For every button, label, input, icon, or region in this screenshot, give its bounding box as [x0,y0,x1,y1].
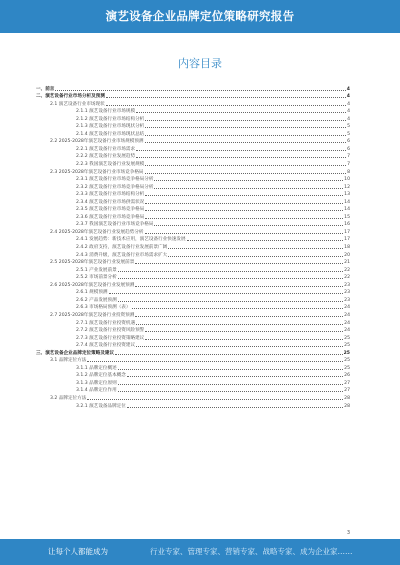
toc-entry[interactable] [36,212,350,220]
toc-entry[interactable] [36,235,350,243]
toc-entry-page: 4 [346,86,350,92]
toc-entry[interactable] [36,401,350,409]
toc-entry[interactable] [36,220,350,228]
toc-entry-label: 3.2 品牌定位方法 [50,395,87,401]
toc-leader-dots [55,90,345,91]
toc-entry-page: 15 [344,214,350,220]
toc-leader-dots [132,308,344,309]
toc-entry-label: 3.2.1 演艺设备品牌定位 [76,403,126,409]
toc-entry-page: 25 [344,365,350,371]
toc-entry-page: 25 [343,350,350,356]
toc-entry-page: 25 [344,343,350,349]
table-of-contents [36,84,350,409]
toc-entry-page: 24 [344,328,350,334]
toc-entry[interactable] [36,265,350,273]
toc-leader-dots [145,218,343,219]
toc-entry-label: 2.4.3 消费升级，演艺设备行业市场需求扩大 [76,252,168,258]
toc-entry-label: 3.1.3 品牌定位原则 [76,380,117,386]
toc-entry-page: 6 [347,146,350,152]
toc-leader-dots [115,354,342,355]
page-number: 3 [346,530,350,536]
toc-entry-page: 6 [347,139,350,145]
toc-entry-label: 2.1.4 演艺设备行业市场现状总结 [76,131,145,137]
toc-entry-label: 2.1.3 演艺设备行业市场现状分析 [76,124,145,130]
toc-entry-page: 25 [344,358,350,364]
toc-entry-label: 2.4.2 政府支持，演艺设备行业发展前景广阔 [76,245,168,251]
toc-entry-label: 2.2.1 演艺设备行业市场需求 [76,146,136,152]
toc-entry-page: 21 [344,260,350,266]
toc-entry-page: 7 [347,162,350,168]
toc-leader-dots [145,173,347,174]
toc-leader-dots [136,112,346,113]
toc-entry-page: 24 [344,312,350,318]
toc-entry[interactable] [36,84,350,92]
toc-entry-label: 2.7.2 演艺设备行业投资风险预警 [76,328,145,334]
toc-entry-label: 3.1.2 品牌定位基本概念 [76,373,126,379]
toc-entry-label: 2.6.1 规模预测 [76,290,108,296]
toc-entry-page: 17 [344,229,350,235]
toc-entry-label: 2.3 2025-2028年演艺设备行业市场竞争格局 [50,169,144,175]
toc-entry-label: 2.3.4 演艺设备行业市场供需状况 [76,199,145,205]
toc-entry[interactable] [36,122,350,130]
toc-entry[interactable] [36,310,350,318]
toc-entry[interactable] [36,107,350,115]
toc-entry[interactable] [36,348,350,356]
toc-leader-dots [118,301,343,302]
toc-leader-dots [168,248,343,249]
toc-leader-dots [127,407,343,408]
toc-entry-label: 2.7 2025-2028年演艺设备行业投资预测 [50,312,135,318]
toc-leader-dots [145,195,343,196]
toc-entry[interactable] [36,341,350,349]
toc-entry-label: 2.1.2 演艺设备行业市场结构分析 [76,116,145,122]
toc-leader-dots [168,256,343,257]
toc-leader-dots [145,135,346,136]
header-bar [0,0,400,33]
toc-entry-page: 7 [347,154,350,160]
toc-entry-page: 23 [344,290,350,296]
toc-entry-page: 27 [344,380,350,386]
toc-entry[interactable] [36,227,350,235]
toc-leader-dots [135,263,343,264]
toc-entry-page: 20 [344,252,350,258]
toc-entry[interactable] [36,92,350,100]
toc-entry[interactable] [36,258,350,266]
toc-leader-dots [145,233,344,234]
toc-entry-label: 3.1.4 品牌定位作用 [76,388,117,394]
toc-entry-page: 25 [344,335,350,341]
toc-entry[interactable] [36,152,350,160]
toc-entry-label: 三、演艺设备企业品牌定位策略及建议 [36,350,115,356]
toc-entry-label: 2.5.2 市场前景分析 [76,275,117,281]
toc-leader-dots [145,127,346,128]
toc-leader-dots [127,376,343,377]
toc-leader-dots [154,225,343,226]
toc-entry-label: 2.6.3 市场格局预测（表） [76,305,131,311]
toc-leader-dots [145,142,347,143]
toc-entry-page: 24 [344,305,350,311]
toc-entry[interactable] [36,393,350,401]
toc-leader-dots [118,391,343,392]
toc-entry[interactable] [36,273,350,281]
toc-leader-dots [136,324,343,325]
toc-entry-page: 24 [344,320,350,326]
toc-entry[interactable] [36,295,350,303]
toc-leader-dots [154,180,343,181]
toc-entry-page: 28 [344,403,350,409]
toc-entry[interactable] [36,288,350,296]
toc-entry[interactable] [36,386,350,394]
toc-entry-label: 2.2 2025-2028年演艺设备行业市场规模预测 [50,139,144,145]
toc-leader-dots [154,188,343,189]
toc-entry[interactable] [36,159,350,167]
toc-entry-page: 5 [347,124,350,130]
toc-entry[interactable] [36,182,350,190]
toc-entry-page: 23 [344,282,350,288]
toc-entry[interactable] [36,318,350,326]
toc-entry-label: 2.7.3 演艺设备行业投资策略建议 [76,335,145,341]
toc-entry-label: 2.2.3 我国演艺设备行业发展规模 [76,162,145,168]
toc-entry-label: 3.1.1 品牌定位概述 [76,365,117,371]
toc-leader-dots [106,105,346,106]
toc-leader-dots [145,210,343,211]
toc-entry-page: 13 [344,192,350,198]
toc-leader-dots [118,278,343,279]
toc-leader-dots [145,203,343,204]
footer-bar [0,539,400,565]
toc-entry-label: 2.3.5 演艺设备行业市场竞争格局 [76,207,145,213]
toc-leader-dots [118,369,343,370]
toc-entry-label: 2.3.1 演艺设备行业市场竞争格局分析 [76,177,154,183]
toc-entry-label: 2.6 2025-2028年演艺设备行业发展预测 [50,282,135,288]
toc-leader-dots [187,240,344,241]
toc-entry[interactable] [36,205,350,213]
toc-leader-dots [136,157,346,158]
toc-leader-dots [135,316,343,317]
toc-entry[interactable] [36,167,350,175]
toc-entry-page: 4 [347,101,350,107]
toc-entry[interactable] [36,114,350,122]
toc-leader-dots [136,346,343,347]
toc-entry[interactable] [36,250,350,258]
toc-entry-label: 2.4.1 发展趋势：新技术应用，演艺设备行业快速发展 [76,237,186,243]
toc-leader-dots [135,286,343,287]
toc-entry-page: 22 [344,275,350,281]
toc-entry-label: 2.2.2 演艺设备行业发展趋势 [76,154,136,160]
toc-entry[interactable] [36,129,350,137]
toc-entry[interactable] [36,190,350,198]
toc-entry-label: 3.1 品牌定位方法 [50,358,87,364]
toc-entry-label: 2.3.6 演艺设备行业市场竞争格局 [76,214,145,220]
toc-entry-page: 5 [347,131,350,137]
toc-entry-label: 二、演艺设备行业市场分析及预测 [36,94,105,100]
toc-entry[interactable] [36,326,350,334]
toc-leader-dots [118,271,343,272]
toc-entry-label: 2.1.1 演艺设备行业市场规模 [76,109,136,115]
toc-leader-dots [87,399,343,400]
toc-leader-dots [145,120,346,121]
toc-entry-page: 18 [344,245,350,251]
toc-entry-page: 27 [344,388,350,394]
toc-entry[interactable] [36,303,350,311]
toc-entry-page: 4 [346,94,350,100]
toc-entry[interactable] [36,280,350,288]
toc-leader-dots [106,97,346,98]
toc-entry[interactable] [36,175,350,183]
toc-entry-page: 23 [344,297,350,303]
toc-entry[interactable] [36,371,350,379]
toc-entry-label: 2.6.2 产品发展预测 [76,297,117,303]
toc-entry-label: 2.4 2025-2028年演艺设备行业发展趋势分析 [50,229,144,235]
toc-entry[interactable] [36,356,350,364]
toc-entry-label: 一、前言 [36,86,55,92]
toc-entry[interactable] [36,99,350,107]
toc-leader-dots [136,150,346,151]
toc-entry-page: 8 [347,169,350,175]
toc-leader-dots [118,384,343,385]
toc-entry-page: 12 [344,184,350,190]
toc-entry[interactable] [36,144,350,152]
toc-entry[interactable] [36,137,350,145]
toc-leader-dots [145,165,346,166]
toc-entry-page: 10 [344,177,350,183]
toc-entry[interactable] [36,242,350,250]
toc-entry-page: 4 [347,109,350,115]
toc-leader-dots [145,339,343,340]
toc-entry-page: 16 [344,222,350,228]
toc-entry-label: 2.3.3 演艺设备行业市场结构分析 [76,192,145,198]
report-title: 演艺设备企业品牌定位策略研究报告 [105,9,295,23]
toc-heading: 内容目录 [178,57,222,70]
toc-entry-label: 2.5.1 产业发展前景 [76,267,117,273]
toc-entry[interactable] [36,378,350,386]
toc-entry-page: 4 [347,116,350,122]
toc-leader-dots [109,293,344,294]
toc-entry[interactable] [36,333,350,341]
toc-entry-page: 14 [344,199,350,205]
toc-entry-page: 26 [344,373,350,379]
toc-leader-dots [87,361,343,362]
toc-entry-label: 2.3.2 演艺设备行业市场竞争格局分析 [76,184,154,190]
toc-entry[interactable] [36,197,350,205]
toc-entry[interactable] [36,363,350,371]
toc-entry-label: 2.7.1 演艺设备行业投资机遇 [76,320,136,326]
toc-leader-dots [145,331,343,332]
toc-entry-page: 14 [344,207,350,213]
toc-entry-label: 2.5 2025-2028年演艺设备行业发展前景 [50,260,135,266]
toc-entry-page: 28 [344,395,350,401]
toc-entry-page: 22 [344,267,350,273]
footer-tags: 行业专家、管理专家、营销专家、战略专家、成为企业家…… [150,547,353,556]
toc-entry-label: 2.7.4 演艺设备行业投资建议 [76,343,136,349]
toc-entry-label: 2.3.7 我国演艺设备行业市场竞争格局 [76,222,154,228]
toc-entry-page: 17 [344,237,350,243]
toc-entry-label: 2.1 演艺设备行业市场现状 [50,101,105,107]
footer-slogan: 让每个人都能成为 [48,547,108,556]
